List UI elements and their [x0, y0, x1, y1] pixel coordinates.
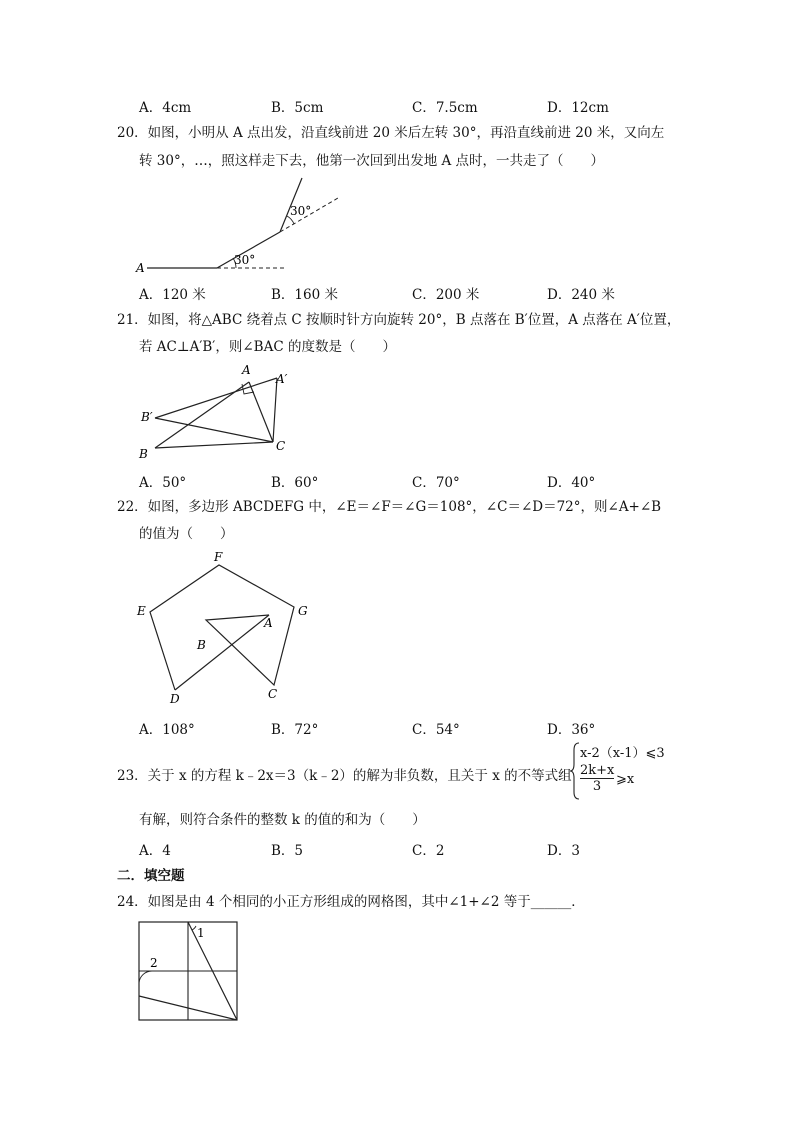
q19-options: [139, 96, 659, 114]
q21-label-c: C: [276, 439, 286, 453]
q24-figure: [138, 921, 240, 1023]
q19-option-b: B．5cm: [271, 100, 324, 116]
q19-option-c: C．7.5cm: [412, 100, 478, 116]
q21-label-a: A: [242, 363, 251, 377]
q24-angle1-label: 1: [197, 926, 205, 940]
q20-angle1-label: 30°: [234, 253, 256, 267]
q23-option-b: B．5: [271, 843, 304, 859]
q22-label-c: C: [268, 687, 278, 701]
q21-label-a-prime: A′: [276, 372, 288, 386]
q23-options: [139, 839, 659, 857]
q23-ineq2-denominator: 3: [592, 779, 602, 794]
q20-option-a: A．120 米: [139, 287, 206, 303]
q23-ineq2-relation: ⩾x: [616, 772, 635, 787]
q22-option-a: A．108°: [139, 722, 195, 738]
q22-option-b: B．72°: [271, 722, 319, 738]
q22-text-line2: 的值为（ ）: [139, 526, 234, 542]
q22-label-b: B: [197, 638, 206, 652]
q23-ineq2-numerator: 2k+x: [580, 763, 615, 778]
q21-label-b: B: [139, 447, 148, 461]
section-title: 二．填空题: [117, 868, 185, 884]
q22-option-c: C．54°: [412, 722, 460, 738]
q22-text-line1: 22．如图，多边形 ABCDEFG 中，∠E＝∠F＝∠G＝108°，∠C＝∠D＝72°，则∠A+∠B: [117, 499, 662, 515]
q21-option-b: B．60°: [271, 475, 319, 491]
q21-text-line1: 21．如图，将△ABC 绕着点 C 按顺时针方向旋转 20°，B 点落在 B′位置，A 点落在 A′位置，: [117, 312, 681, 328]
q20-option-d: D．240 米: [547, 287, 615, 303]
q23-inequality-system: [570, 742, 690, 798]
q22-figure: [130, 545, 320, 710]
q22-label-f: F: [214, 550, 223, 564]
q21-text-line2: 若 AC⊥A′B′，则∠BAC 的度数是（ ）: [139, 339, 396, 355]
q22-label-g: G: [298, 604, 308, 618]
q23-option-c: C．2: [412, 843, 445, 859]
q20-text-line2: 转 30°，…，照这样走下去，他第一次回到出发地 A 点时，一共走了（ ）: [139, 153, 605, 169]
q20-option-c: C．200 米: [412, 287, 480, 303]
q22-options: [139, 718, 659, 736]
q23-brace-icon: [570, 742, 580, 800]
q20-angle2-label: 30°: [290, 204, 312, 218]
q20-label-a: A: [136, 261, 145, 275]
q22-option-d: D．36°: [547, 722, 596, 738]
q19-option-d: D．12cm: [547, 100, 609, 116]
q23-ineq1: x-2（x-1）⩽3: [580, 746, 665, 761]
q21-option-d: D．40°: [547, 475, 596, 491]
q21-figure: [135, 360, 315, 465]
q23-option-a: A．4: [139, 843, 171, 859]
q23-option-d: D．3: [547, 843, 580, 859]
q21-option-c: C．70°: [412, 475, 460, 491]
q20-option-b: B．160 米: [271, 287, 338, 303]
q24-text-line1: 24．如图是由 4 个相同的小正方形组成的网格图，其中∠1+∠2 等于______．: [117, 894, 585, 910]
q22-label-e: E: [137, 604, 146, 618]
q22-label-d: D: [170, 692, 180, 706]
q23-text-line2: 有解，则符合条件的整数 k 的值的和为（ ）: [139, 812, 426, 828]
q21-option-a: A．50°: [139, 475, 187, 491]
q23-text-line1: 23．关于 x 的方程 k﹣2x＝3（k﹣2）的解为非负数，且关于 x 的不等式组: [117, 768, 572, 784]
q19-option-a: A．4cm: [139, 100, 192, 116]
q20-figure: [130, 170, 360, 280]
q20-text-line1: 20．如图，小明从 A 点出发，沿直线前进 20 米后左转 30°，再沿直线前进 20 米，又向左: [117, 125, 665, 141]
q24-angle2-label: 2: [150, 956, 158, 970]
q22-label-a: A: [264, 616, 273, 630]
q21-label-b-prime: B′: [141, 410, 153, 424]
q21-options: [139, 471, 659, 489]
q20-options: [139, 283, 659, 301]
